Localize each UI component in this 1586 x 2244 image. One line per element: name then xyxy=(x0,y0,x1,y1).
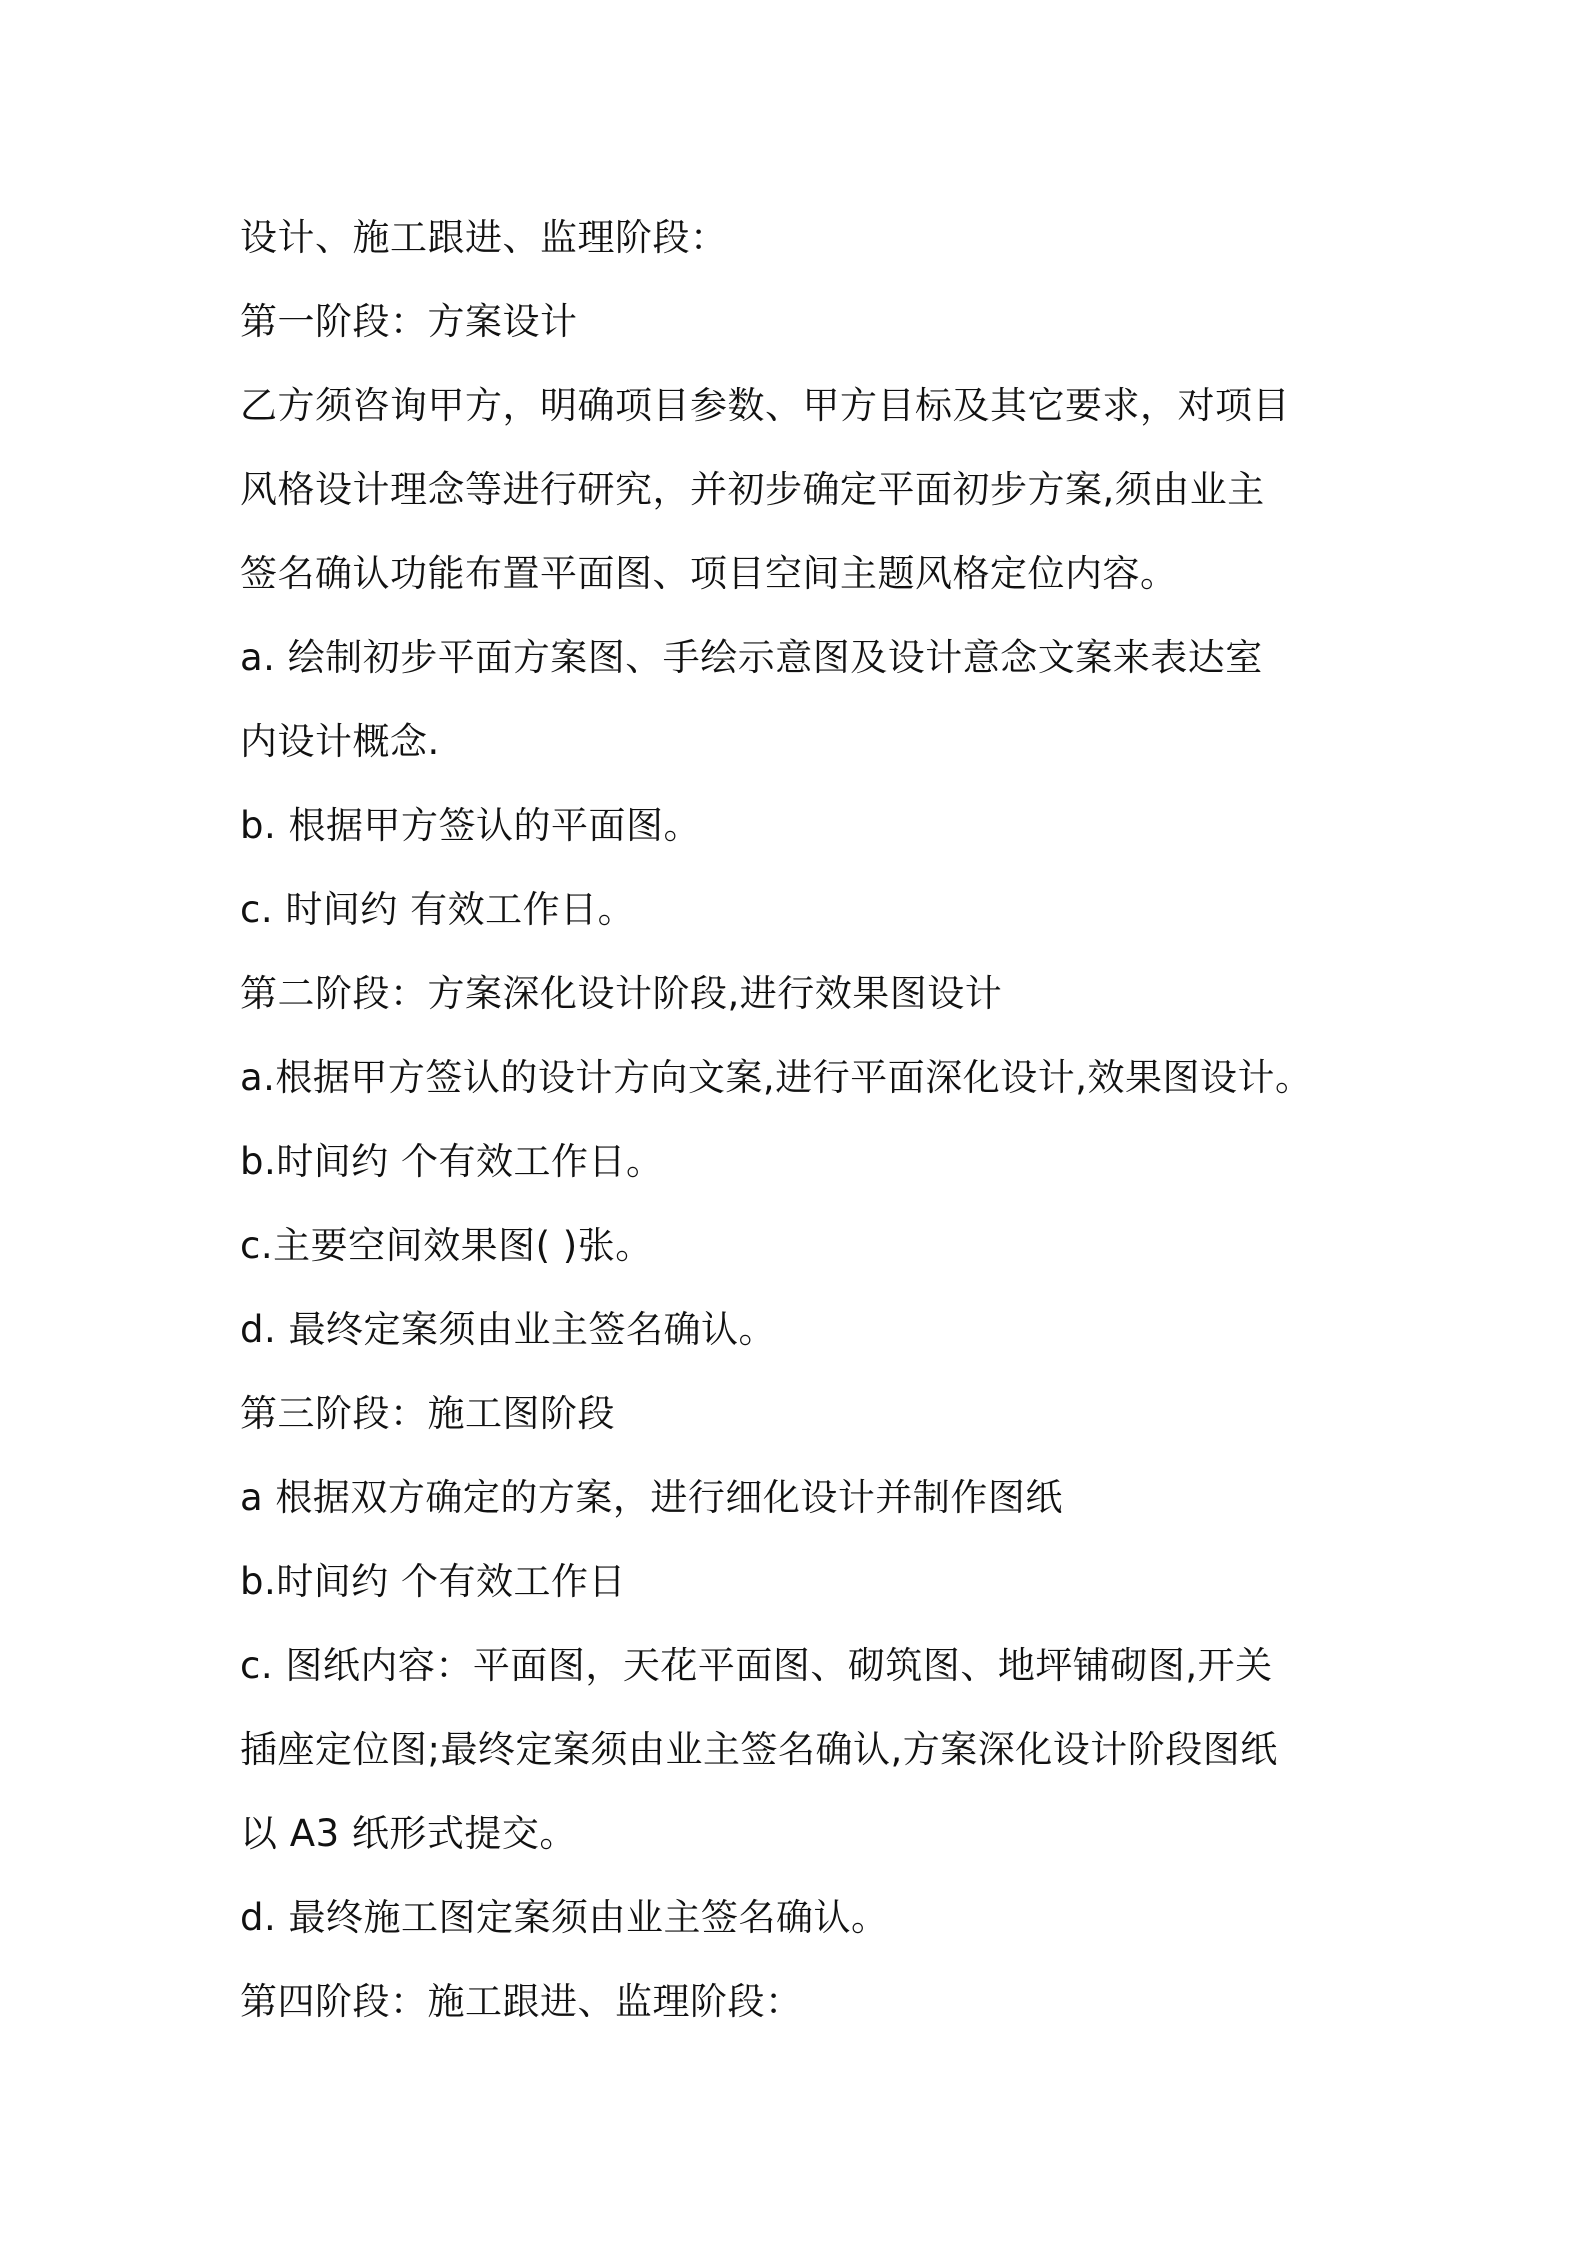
list-item: d. 最终定案须由业主签名确认。 xyxy=(240,1308,777,1351)
list-item-continuation: 插座定位图;最终定案须由业主签名确认,方案深化设计阶段图纸 xyxy=(240,1728,1278,1771)
list-item: a 根据双方确定的方案，进行细化设计并制作图纸 xyxy=(240,1476,1063,1519)
list-item: a. 绘制初步平面方案图、手绘示意图及设计意念文案来表达室 xyxy=(240,636,1263,679)
stage-4-heading: 第四阶段：施工跟进、监理阶段： xyxy=(240,1980,803,2023)
list-item: c.主要空间效果图( )张。 xyxy=(240,1224,653,1267)
list-item: a.根据甲方签认的设计方向文案,进行平面深化设计,效果图设计。 xyxy=(240,1056,1313,1099)
list-item: b.时间约 个有效工作日。 xyxy=(240,1140,664,1183)
list-item: d. 最终施工图定案须由业主签名确认。 xyxy=(240,1896,889,1939)
stage-3-heading: 第三阶段：施工图阶段 xyxy=(240,1392,615,1435)
list-item-continuation: 内设计概念. xyxy=(240,720,440,763)
list-item: b.时间约 个有效工作日 xyxy=(240,1560,627,1603)
list-item: c. 时间约 有效工作日。 xyxy=(240,888,636,931)
section-heading: 设计、施工跟进、监理阶段： xyxy=(240,216,728,259)
paragraph-line: 签名确认功能布置平面图、项目空间主题风格定位内容。 xyxy=(240,552,1178,595)
paragraph-line: 乙方须咨询甲方，明确项目参数、甲方目标及其它要求，对项目 xyxy=(240,384,1290,427)
stage-1-heading: 第一阶段：方案设计 xyxy=(240,300,578,343)
document-body xyxy=(240,196,1400,2044)
paragraph-line: 风格设计理念等进行研究，并初步确定平面初步方案,须由业主 xyxy=(240,468,1265,511)
stage-2-heading: 第二阶段：方案深化设计阶段,进行效果图设计 xyxy=(240,972,1003,1015)
list-item-continuation: 以 A3 纸形式提交。 xyxy=(240,1812,577,1855)
list-item: c. 图纸内容：平面图，天花平面图、砌筑图、地坪铺砌图,开关 xyxy=(240,1644,1273,1687)
list-item: b. 根据甲方签认的平面图。 xyxy=(240,804,702,847)
